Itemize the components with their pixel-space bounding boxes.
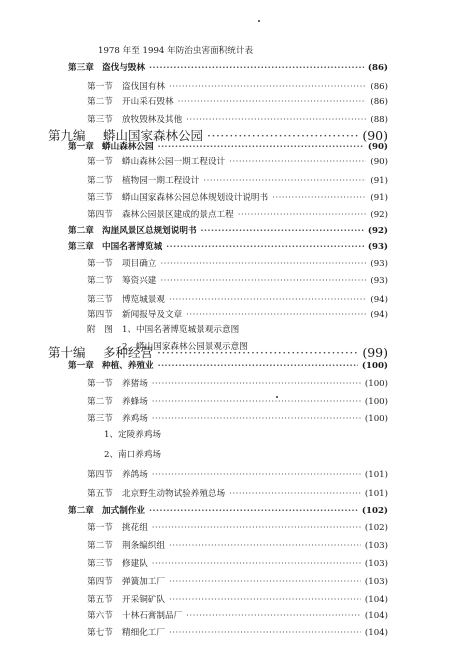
toc-entry-page: (100): [361, 361, 388, 371]
toc-entry: [0, 154, 450, 170]
toc-entry-title: 2、南口养鸡场: [104, 450, 162, 460]
toc-leader-dots: [169, 574, 361, 590]
toc-entry-page: (90): [367, 142, 388, 152]
toc-entry-title: 植物园一期工程设计: [122, 176, 200, 186]
toc-entry-title: 修建队: [122, 559, 148, 569]
toc-entry-page: (93): [367, 242, 388, 252]
toc-entry: [0, 503, 450, 519]
toc-entry-label: 第一节: [87, 82, 113, 92]
toc-entry-label: 第三节: [87, 193, 113, 203]
toc-entry: [0, 592, 450, 608]
toc-leader-dots: [169, 292, 366, 308]
toc-entry-title: 放牧毁林及其他: [122, 115, 183, 125]
toc-entry-label: 第四节: [87, 470, 113, 480]
toc-entry-page: (93): [370, 259, 388, 269]
toc-entry-page: (101): [364, 470, 388, 480]
toc-entry-title: 弹簧加工厂: [122, 577, 165, 587]
toc-leader-dots: [186, 608, 361, 624]
toc-entry-title: 筹资兴建: [122, 276, 157, 286]
toc-entry: [0, 376, 450, 392]
toc-entry-label: 第一节: [87, 523, 113, 533]
toc-entry-page: (102): [364, 523, 388, 533]
toc-leader-dots: [229, 154, 366, 170]
toc-entry-title: 开采铜矿队: [122, 595, 165, 605]
toc-entry-label: 第二节: [87, 397, 113, 407]
toc-entry-page: (92): [370, 210, 388, 220]
toc-entry: [0, 574, 450, 590]
toc-entry-title: 精细化工厂: [122, 628, 165, 638]
toc-leader-dots: [160, 273, 366, 289]
toc-entry-page: (94): [370, 295, 388, 305]
toc-entry-label: 第三节: [87, 559, 113, 569]
toc-leader-dots: [186, 112, 366, 128]
toc-entry-page: (102): [361, 506, 388, 516]
toc-entry-page: (100): [364, 397, 388, 407]
toc-entry-label: 第二章: [68, 506, 94, 516]
toc-entry: [0, 625, 450, 641]
toc-entry-title: 沟崖风景区总规划说明书: [102, 226, 197, 236]
toc-entry-page: (103): [364, 577, 388, 587]
toc-entry-page: (99): [362, 345, 388, 360]
toc-entry-title: 盗伐与毁林: [102, 63, 145, 73]
toc-entry: [0, 556, 450, 572]
scan-speck: [258, 20, 260, 22]
toc-leader-dots: [152, 394, 361, 410]
toc-entry-title: 博览城景观: [122, 295, 165, 305]
toc-entry: [0, 94, 450, 110]
toc-entry: [0, 223, 450, 239]
toc-entry-title: 北京野生动物试验养殖总场: [122, 489, 226, 499]
toc-entry-page: (94): [370, 310, 388, 320]
toc-entry-page: (90): [370, 157, 388, 167]
toc-entry: [0, 256, 450, 272]
toc-entry-page: (103): [364, 559, 388, 569]
toc-entry-title: 挑花组: [122, 523, 148, 533]
toc-entry-page: (88): [370, 115, 388, 125]
toc-entry: [0, 307, 450, 323]
toc-entry-page: (104): [364, 611, 388, 621]
toc-entry-title: 十林石膏制品厂: [122, 611, 183, 621]
toc-entry-title: 多种经营: [103, 345, 154, 360]
toc-entry-page: (101): [364, 489, 388, 499]
toc-entry-label: 第一章: [68, 361, 94, 371]
toc-leader-dots: [229, 486, 361, 502]
toc-entry-label: 第二章: [68, 226, 94, 236]
toc-entry: [0, 467, 450, 483]
toc-entry: [0, 520, 450, 536]
toc-entry: [0, 112, 450, 128]
toc-entry-label: 第三节: [87, 414, 113, 424]
toc-entry-page: (86): [367, 63, 388, 73]
toc-entry-label: 第一章: [68, 142, 94, 152]
toc-leader-dots: [149, 60, 364, 76]
toc-entry-label: 第二节: [87, 176, 113, 186]
toc-entry-title: 养鸽场: [122, 470, 148, 480]
toc-entry-title: 蟒山国家森林公园总体规划设计说明书: [122, 193, 269, 203]
toc-entry: [0, 207, 450, 223]
toc-entry-title: 开山采石毁林: [122, 97, 174, 107]
toc-entry-label: 第二节: [87, 541, 113, 551]
toc-entry-page: (91): [370, 176, 388, 186]
toc-entry: [0, 538, 450, 554]
toc-entry-title: 2、蟒山国家森林公园景观示意图: [122, 342, 248, 352]
toc-entry-title: 种植、养殖业: [102, 361, 154, 371]
toc-leader-dots: [186, 307, 366, 323]
toc-entry-page: (104): [364, 595, 388, 605]
toc-entry: [0, 447, 450, 463]
toc-entry-label: 第五节: [87, 489, 113, 499]
toc-entry-label: 第七节: [87, 628, 113, 638]
toc-entry-page: (100): [364, 379, 388, 389]
toc-leader-dots: [201, 223, 364, 239]
toc-entry: [0, 358, 450, 374]
toc-entry-label: 第三节: [87, 115, 113, 125]
toc-entry-title: 1、中国名著博览城景观示意图: [122, 325, 240, 335]
toc-entry-page: (91): [370, 193, 388, 203]
toc-entry-label: 第九编: [48, 128, 86, 143]
toc-leader-dots: [169, 538, 361, 554]
toc-leader-dots: [272, 190, 366, 206]
toc-leader-dots: [169, 79, 366, 95]
toc-entry-title: 新闻报导及文章: [122, 310, 183, 320]
toc-entry-title: 项目确立: [122, 259, 157, 269]
toc-entry: [0, 608, 450, 624]
toc-leader-dots: [160, 256, 366, 272]
toc-leader-dots: [152, 411, 361, 427]
toc-entry-title: 养鸡场: [122, 414, 148, 424]
toc-entry-title: 加式制作业: [102, 506, 145, 516]
toc-entry-page: (86): [370, 97, 388, 107]
toc-leader-dots: [203, 173, 366, 189]
toc-entry-page: (86): [370, 82, 388, 92]
toc-entry-title: 蟒山国家森林公园: [103, 128, 204, 143]
toc-entry-title: 中国名著博览城: [102, 242, 163, 252]
toc-entry-label: 第一节: [87, 379, 113, 389]
toc-entry-label: 第四节: [87, 210, 113, 220]
toc-leader-dots: [158, 139, 364, 155]
toc-heading: 1978 年至 1994 年防治虫害面积统计表: [98, 46, 254, 56]
toc-entry: [0, 190, 450, 206]
toc-entry-title: 1、定陵养鸡场: [104, 430, 162, 440]
toc-entry-title: 养猪场: [122, 379, 148, 389]
toc-entry: [0, 173, 450, 189]
toc-leader-dots: [166, 239, 364, 255]
toc-leader-dots: [158, 358, 358, 374]
toc-entry-label: 第三章: [68, 63, 94, 73]
toc-entry: [0, 322, 450, 338]
toc-entry-page: (100): [364, 414, 388, 424]
toc-entry-label: 第三章: [68, 242, 94, 252]
toc-entry-label: 第一节: [87, 259, 113, 269]
toc-entry: [0, 79, 450, 95]
toc-entry: [0, 273, 450, 289]
toc-entry-label: 第十编: [48, 345, 86, 360]
toc-entry-label: 第二节: [87, 276, 113, 286]
toc-entry: [0, 60, 450, 76]
toc-entry-label: 第一节: [87, 157, 113, 167]
toc-entry-page: (93): [370, 276, 388, 286]
toc-entry-title: 荆条编织组: [122, 541, 165, 551]
toc-leader-dots: [152, 376, 361, 392]
toc-entry-title: 森林公园景区建成的景点工程: [122, 210, 234, 220]
toc-entry-label: 第二节: [87, 97, 113, 107]
toc-leader-dots: [149, 503, 358, 519]
toc-entry: [0, 427, 450, 443]
toc-entry: [0, 139, 450, 155]
toc-entry-title: 养蜂场: [122, 397, 148, 407]
toc-entry-title: 盗伐国有林: [122, 82, 165, 92]
toc-entry-title: 蟒山森林公园: [102, 142, 154, 152]
toc-entry-label: 第五节: [87, 595, 113, 605]
toc-entry: [0, 486, 450, 502]
toc-entry: [0, 411, 450, 427]
toc-entry-label: 第四节: [87, 310, 113, 320]
toc-leader-dots: [178, 94, 367, 110]
toc-entry-label: 第四节: [87, 577, 113, 587]
toc-entry-title: 蟒山森林公园一期工程设计: [122, 157, 226, 167]
toc-entry: [0, 239, 450, 255]
toc-leader-dots: [152, 520, 361, 536]
toc-entry-label: 第三节: [87, 295, 113, 305]
toc-entry-page: (92): [367, 226, 388, 236]
toc-entry-page: (103): [364, 541, 388, 551]
toc-entry-page: (104): [364, 628, 388, 638]
toc-entry-page: (90): [362, 128, 388, 143]
toc-leader-dots: [169, 592, 361, 608]
toc-leader-dots: [152, 467, 361, 483]
toc-entry: [0, 394, 450, 410]
toc-entry-label: 附 图: [87, 325, 113, 335]
toc-entry: [0, 292, 450, 308]
toc-entry-label: 第六节: [87, 611, 113, 621]
toc-leader-dots: [238, 207, 367, 223]
toc-leader-dots: [152, 556, 361, 572]
toc-leader-dots: [169, 625, 361, 641]
